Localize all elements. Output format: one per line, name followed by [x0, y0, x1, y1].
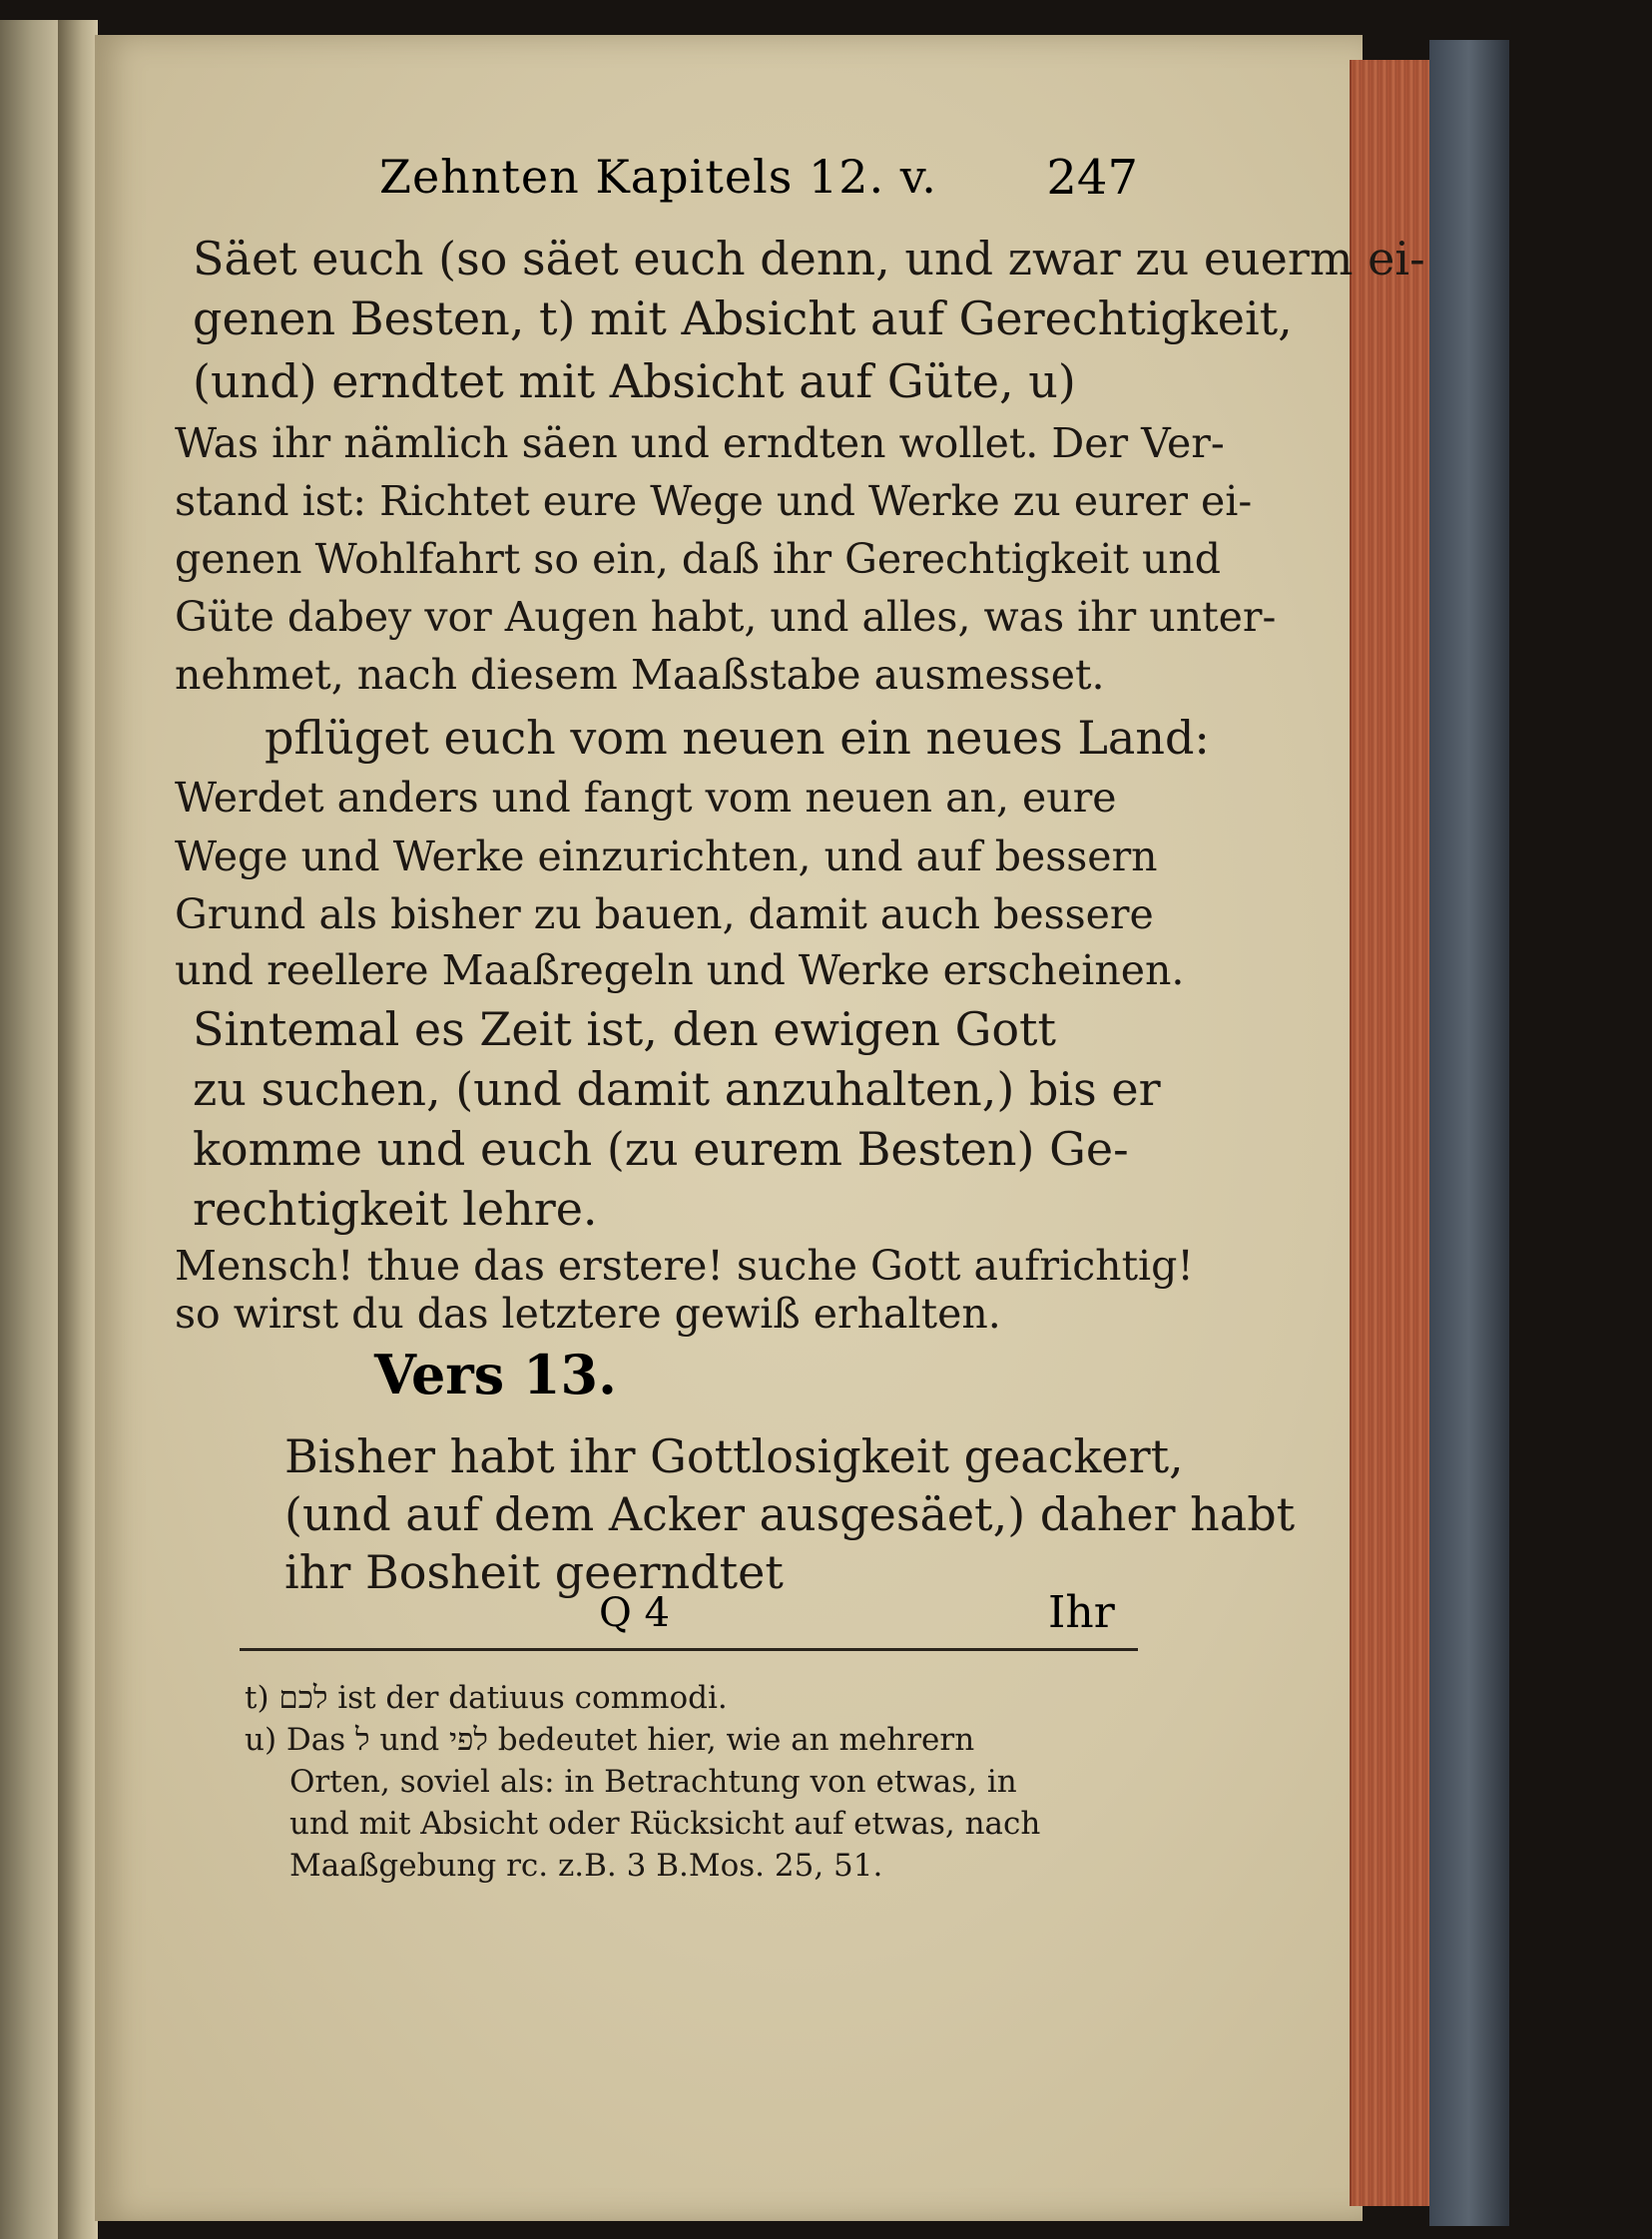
- footnote-line: Orten, soviel als: in Betrachtung von etwas, in: [289, 1764, 1017, 1800]
- signature-mark: Q 4: [599, 1590, 670, 1636]
- footnote-line: t) לכם ist der datiuus commodi.: [245, 1680, 728, 1716]
- text-line: genen Besten, t) mit Absicht auf Gerechtigkeit,: [193, 291, 1293, 345]
- main-text: [175, 0, 1425, 2239]
- text-line: Werdet anders und fangt vom neuen an, eure: [175, 774, 1117, 822]
- catchword: Ihr: [1048, 1587, 1115, 1638]
- footnote-line: Maaßgebung rc. z.B. 3 B.Mos. 25, 51.: [289, 1848, 883, 1884]
- page-block-edge: [1350, 60, 1433, 2206]
- text-line: stand ist: Richtet eure Wege und Werke zu eurer ei-: [175, 477, 1253, 525]
- verse-heading: Vers 13.: [374, 1343, 617, 1406]
- text-line: Wege und Werke einzurichten, und auf bessern: [175, 833, 1158, 880]
- text-line: rechtigkeit lehre.: [193, 1182, 598, 1236]
- text-line: Mensch! thue das erstere! suche Gott aufrichtig!: [175, 1242, 1194, 1290]
- left-page-edge: [0, 20, 58, 2239]
- text-line: so wirst du das letztere gewiß erhalten.: [175, 1290, 1001, 1338]
- text-line: pflüget euch vom neuen ein neues Land:: [265, 711, 1210, 765]
- text-line: (und auf dem Acker ausgesäet,) daher habt: [284, 1487, 1296, 1541]
- text-line: komme und euch (zu eurem Besten) Ge-: [193, 1122, 1129, 1176]
- text-line: nehmet, nach diesem Maaßstabe ausmesset.: [175, 651, 1105, 699]
- text-line: Was ihr nämlich säen und erndten wollet. Der Ver-: [175, 419, 1225, 467]
- text-line: Grund als bisher zu bauen, damit auch bessere: [175, 890, 1154, 938]
- text-line: (und) erndtet mit Absicht auf Güte, u): [193, 354, 1076, 408]
- page-number: 247: [1046, 150, 1138, 206]
- text-line: Säet euch (so säet euch denn, und zwar zu euerm ei-: [193, 232, 1425, 285]
- text-line: und reellere Maaßregeln und Werke erscheinen.: [175, 946, 1185, 994]
- footnote-line: und mit Absicht oder Rücksicht auf etwas, nach: [289, 1806, 1041, 1842]
- footnote-line: u) Das ל und לפי bedeutet hier, wie an mehrern: [245, 1722, 975, 1758]
- text-line: Bisher habt ihr Gottlosigkeit geackert,: [284, 1429, 1184, 1483]
- text-line: ihr Bosheit geerndtet: [284, 1545, 784, 1599]
- book-cover: [1429, 40, 1509, 2226]
- text-line: Sintemal es Zeit ist, den ewigen Gott: [193, 1002, 1056, 1056]
- book-gutter: [58, 20, 98, 2239]
- text-line: genen Wohlfahrt so ein, daß ihr Gerechtigkeit und: [175, 535, 1222, 583]
- text-line: Güte dabey vor Augen habt, und alles, was ihr unter-: [175, 593, 1277, 641]
- running-title: Zehnten Kapitels 12. v.: [379, 150, 937, 204]
- footnote-divider: [240, 1648, 1138, 1651]
- text-line: zu suchen, (und damit anzuhalten,) bis er: [193, 1062, 1161, 1116]
